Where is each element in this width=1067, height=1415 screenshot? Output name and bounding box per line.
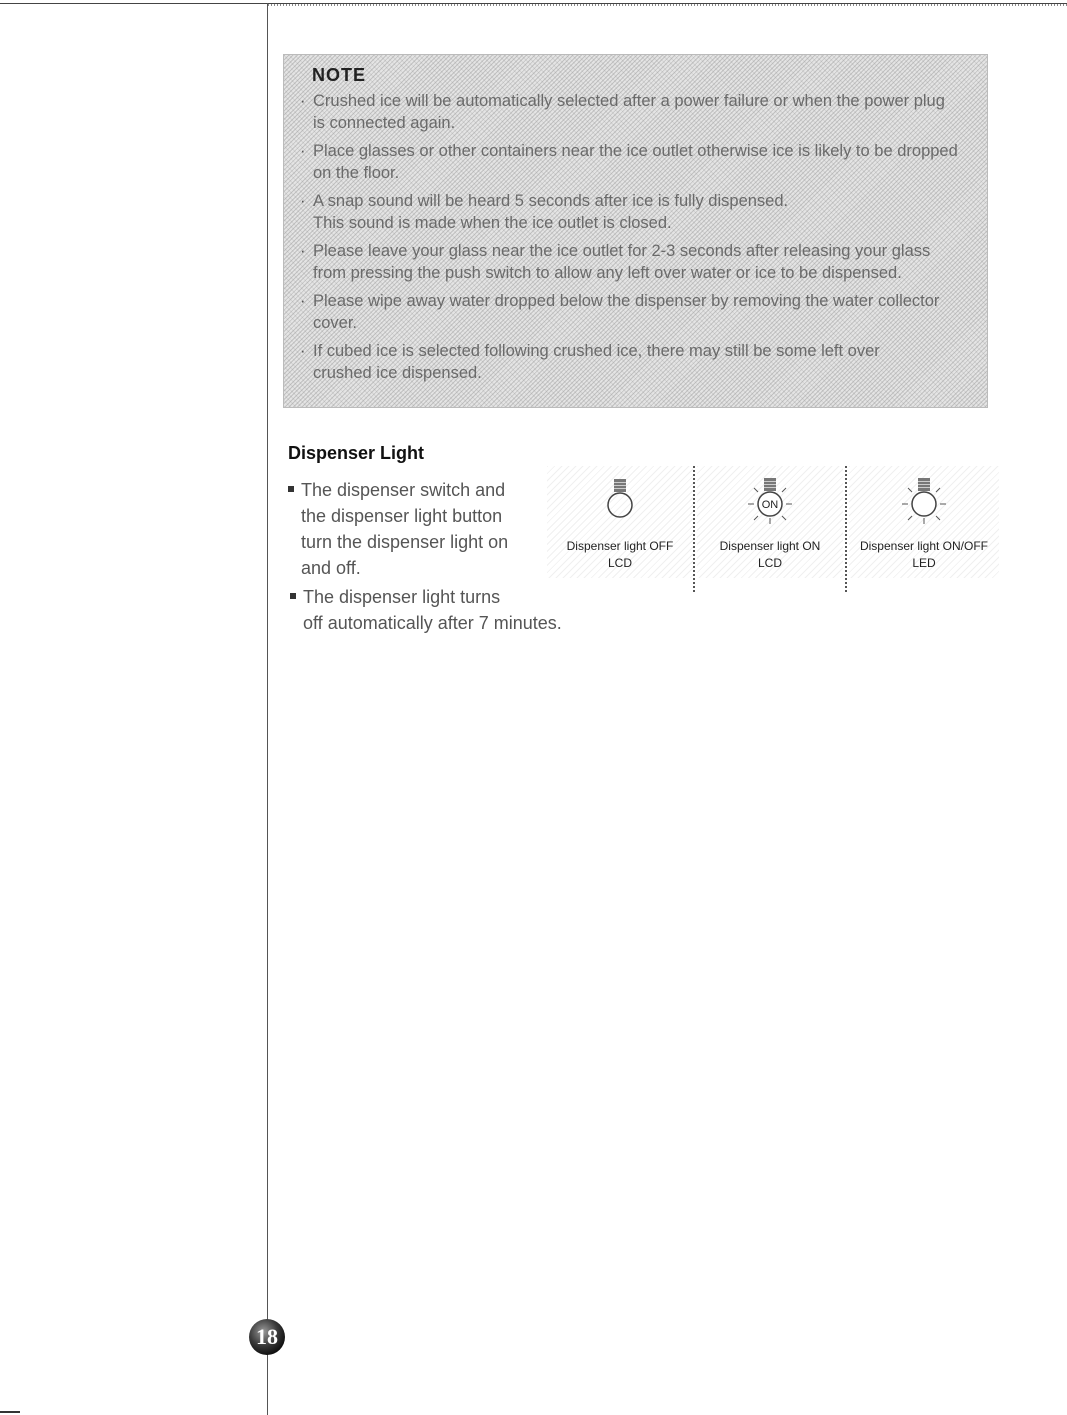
- note-line: is connected again.: [313, 114, 456, 132]
- corner-mark: [0, 1411, 20, 1413]
- panel-type: LCD: [757, 556, 782, 570]
- note-list: [298, 90, 973, 384]
- panel-light-led: [849, 466, 999, 578]
- note-line: If cubed ice is selected following crushed ice, there may still be some left over: [313, 342, 880, 360]
- bullet-dot: ·: [300, 92, 306, 110]
- bullet-dot: ·: [300, 192, 306, 210]
- note-line: Place glasses or other containers near the ice outlet otherwise ice is likely to be dropped: [313, 142, 958, 160]
- top-rule-dots: [268, 4, 1067, 6]
- note-line: cover.: [313, 314, 358, 332]
- square-bullet-icon: [288, 486, 294, 492]
- note-line: on the floor.: [313, 164, 400, 182]
- bullet-dot: ·: [300, 242, 306, 260]
- panel-divider: [693, 466, 695, 592]
- panel-type: LCD: [607, 556, 632, 570]
- panel-label: Dispenser light ON/OFF: [859, 539, 989, 553]
- section-title: Dispenser Light: [288, 443, 425, 463]
- panel-light-on: [697, 466, 843, 578]
- note-line: crushed ice dispensed.: [313, 364, 482, 382]
- page-number-badge: [248, 1318, 286, 1356]
- paragraph-auto-off: [290, 584, 562, 636]
- note-line: This sound is made when the ice outlet is closed.: [313, 214, 672, 232]
- square-bullet-icon: [290, 593, 296, 599]
- note-item: [298, 290, 973, 334]
- on-badge-text: ON: [761, 499, 779, 511]
- para-line: The dispenser light turns: [290, 584, 562, 610]
- bulb-on-icon: [740, 474, 800, 526]
- para-line: turn the dispenser light on: [301, 532, 509, 552]
- note-box: [283, 54, 988, 408]
- para-line: the dispenser light button: [301, 506, 503, 526]
- para-line: and off.: [301, 558, 361, 578]
- note-line: Crushed ice will be automatically selected after a power failure or when the power plug: [313, 92, 945, 110]
- paragraph-switch: [288, 477, 508, 581]
- bulb-off-icon: [595, 474, 645, 524]
- note-item: [298, 140, 973, 184]
- note-item: [298, 90, 973, 134]
- note-item: [298, 240, 973, 284]
- note-line: Please leave your glass near the ice outlet for 2-3 seconds after releasing your glass: [313, 242, 931, 260]
- note-title: NOTE: [312, 65, 367, 85]
- page-number: 18: [256, 1324, 278, 1349]
- note-item: [298, 340, 973, 384]
- bullet-dot: ·: [300, 342, 306, 360]
- bullet-dot: ·: [300, 292, 306, 310]
- bullet-dot: ·: [300, 142, 306, 160]
- margin-line: [267, 3, 268, 1415]
- para-line: The dispenser switch and: [288, 477, 508, 503]
- panel-type: LED: [912, 556, 936, 570]
- note-line: Please wipe away water dropped below the dispenser by removing the water collector: [313, 292, 940, 310]
- panel-divider: [845, 466, 847, 592]
- note-line: from pressing the push switch to allow any left over water or ice to be dispensed.: [313, 264, 902, 282]
- para-line: off automatically after 7 minutes.: [303, 613, 562, 633]
- note-line: A snap sound will be heard 5 seconds after ice is fully dispensed.: [313, 192, 789, 210]
- note-item: [298, 190, 973, 234]
- panel-label: Dispenser light ON: [719, 539, 821, 553]
- bulb-rays-icon: [894, 474, 954, 526]
- panel-label: Dispenser light OFF: [566, 539, 674, 553]
- panel-light-off: [547, 466, 693, 578]
